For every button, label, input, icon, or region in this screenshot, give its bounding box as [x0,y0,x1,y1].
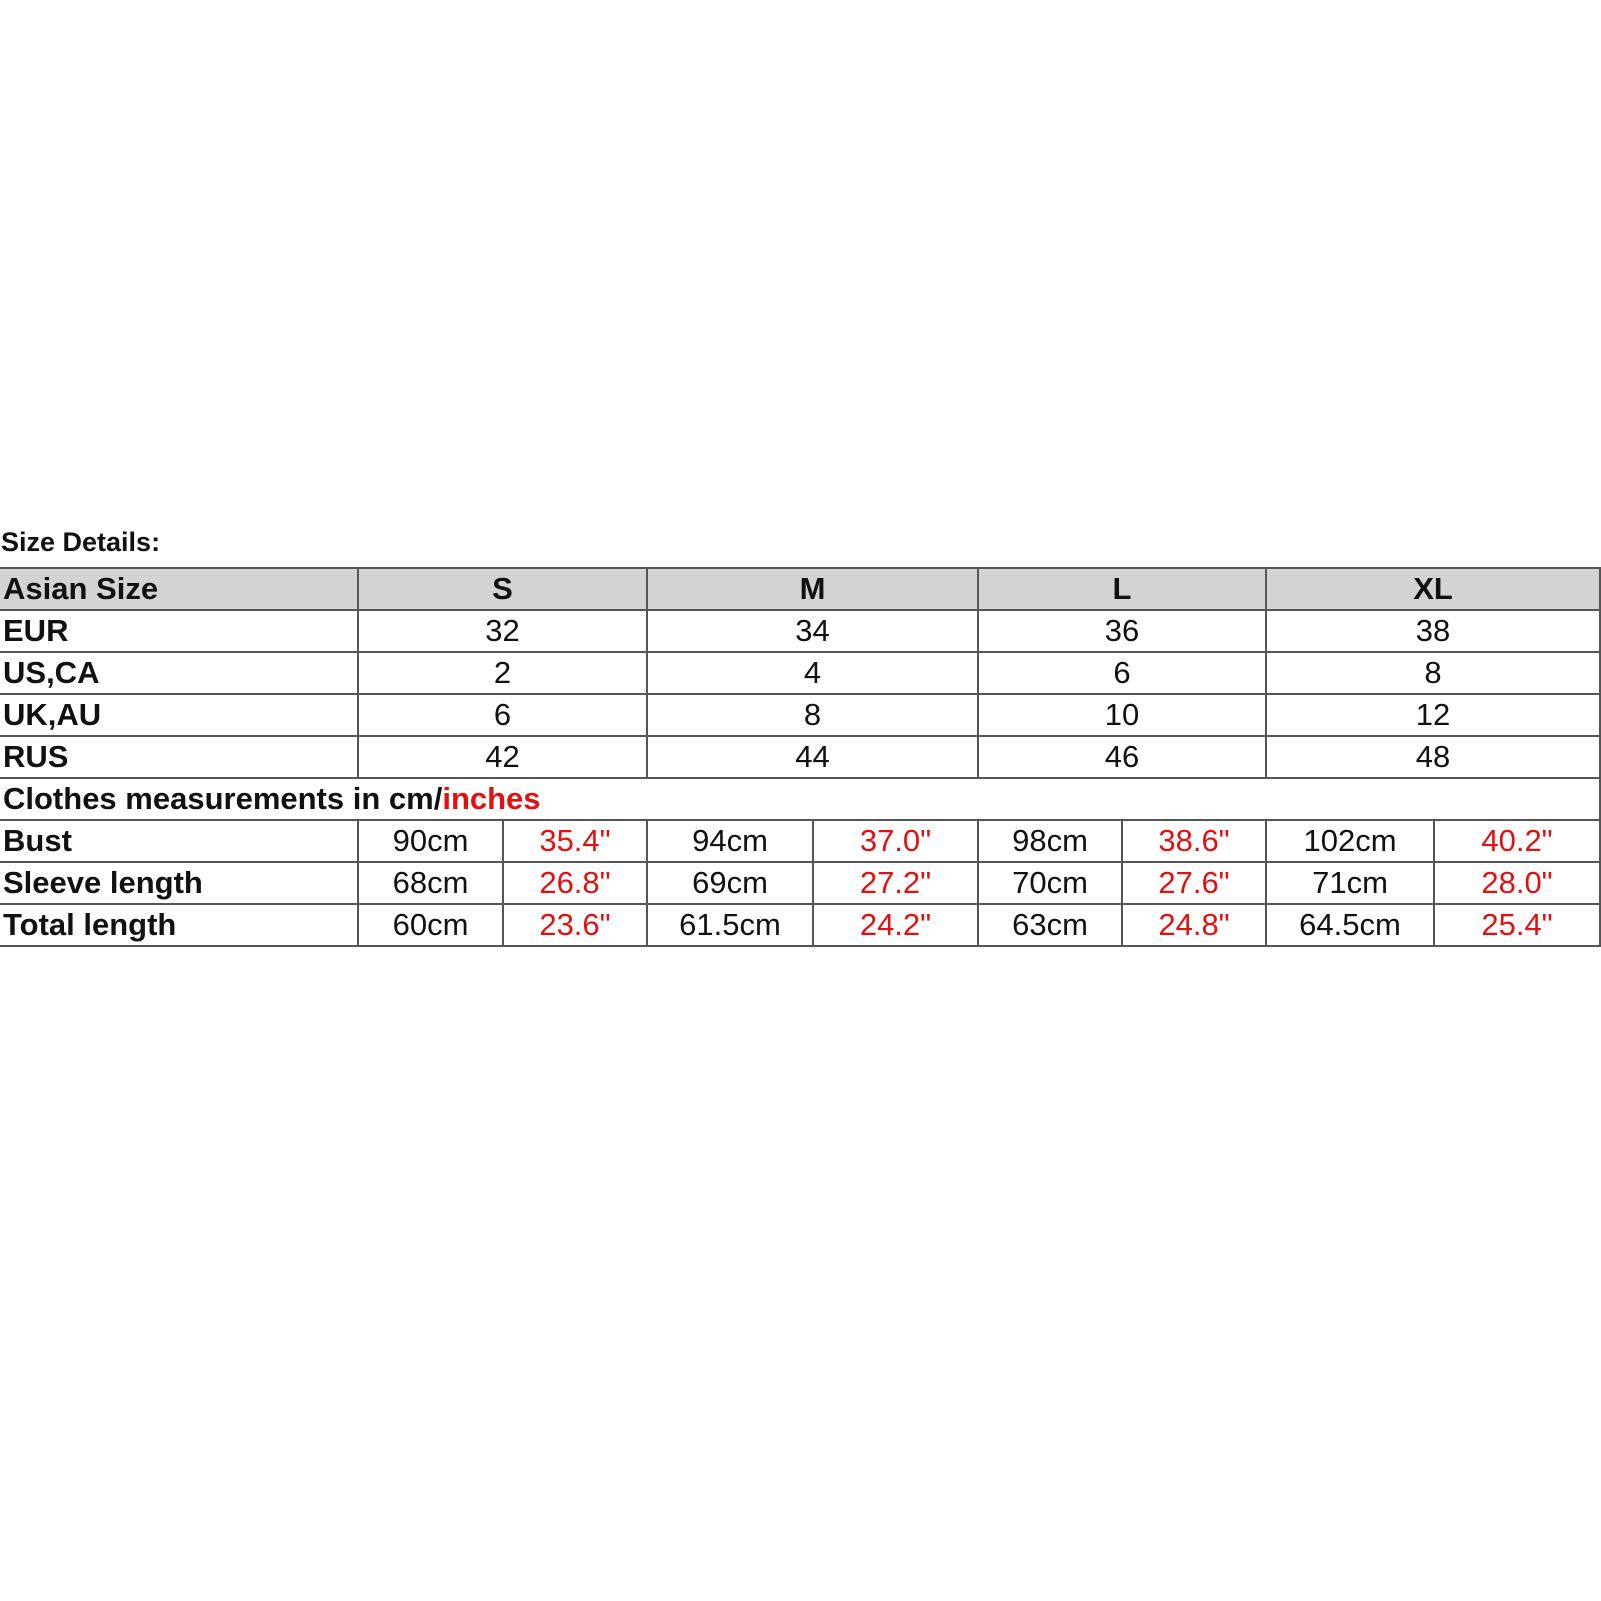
table-cell-cm: 71cm [1266,862,1434,904]
size-header-xl: XL [1266,568,1600,610]
measurements-heading [0,778,1600,820]
table-cell-cm: 94cm [647,820,813,862]
table-cell-inches: 26.8" [503,862,647,904]
table-cell: 6 [978,652,1266,694]
table-row-sleeve-length [0,862,1600,904]
table-cell-inches: 24.8" [1122,904,1266,946]
table-row-eur [0,610,1600,652]
table-cell-cm: 60cm [358,904,503,946]
table-cell-inches: 38.6" [1122,820,1266,862]
page-title: Size Details: [1,527,161,557]
table-cell: 44 [647,736,978,778]
table-row-total-length [0,904,1600,946]
table-cell-cm: 63cm [978,904,1122,946]
size-header-l: L [978,568,1266,610]
table-cell: 2 [358,652,647,694]
row-label: Sleeve length [0,862,358,904]
measurements-heading-row [0,778,1600,820]
size-header-m: M [647,568,978,610]
table-cell: 12 [1266,694,1600,736]
table-cell-inches: 25.4" [1434,904,1600,946]
table-cell-cm: 64.5cm [1266,904,1434,946]
table-cell-inches: 40.2" [1434,820,1600,862]
table-cell: 8 [1266,652,1600,694]
table-cell-inches: 27.6" [1122,862,1266,904]
table-cell-inches: 35.4" [503,820,647,862]
table-row-rus [0,736,1600,778]
row-label: Asian Size [0,568,358,610]
table-cell: 48 [1266,736,1600,778]
size-header-s: S [358,568,647,610]
table-cell-inches: 23.6" [503,904,647,946]
table-cell-inches: 37.0" [813,820,978,862]
row-label: UK,AU [0,694,358,736]
table-cell: 6 [358,694,647,736]
measurements-heading-unit: inches [442,781,541,816]
row-label: Total length [0,904,358,946]
measurements-heading-prefix: Clothes measurements in cm/ [3,781,443,816]
table-cell-cm: 102cm [1266,820,1434,862]
row-label: EUR [0,610,358,652]
table-cell-cm: 90cm [358,820,503,862]
table-cell: 34 [647,610,978,652]
table-cell: 10 [978,694,1266,736]
row-label: Bust [0,820,358,862]
size-chart-table [0,567,1601,947]
table-cell: 8 [647,694,978,736]
row-label: RUS [0,736,358,778]
table-cell: 46 [978,736,1266,778]
table-cell-cm: 70cm [978,862,1122,904]
table-cell-inches: 28.0" [1434,862,1600,904]
table-row-bust [0,820,1600,862]
table-cell: 4 [647,652,978,694]
table-cell: 38 [1266,610,1600,652]
table-cell-cm: 69cm [647,862,813,904]
table-cell-cm: 61.5cm [647,904,813,946]
row-label: US,CA [0,652,358,694]
table-cell: 36 [978,610,1266,652]
table-cell-cm: 98cm [978,820,1122,862]
table-cell: 42 [358,736,647,778]
header-row [0,568,1600,610]
table-row-uk-au [0,694,1600,736]
table-cell-cm: 68cm [358,862,503,904]
table-cell-inches: 24.2" [813,904,978,946]
table-cell: 32 [358,610,647,652]
table-cell-inches: 27.2" [813,862,978,904]
table-row-us-ca [0,652,1600,694]
